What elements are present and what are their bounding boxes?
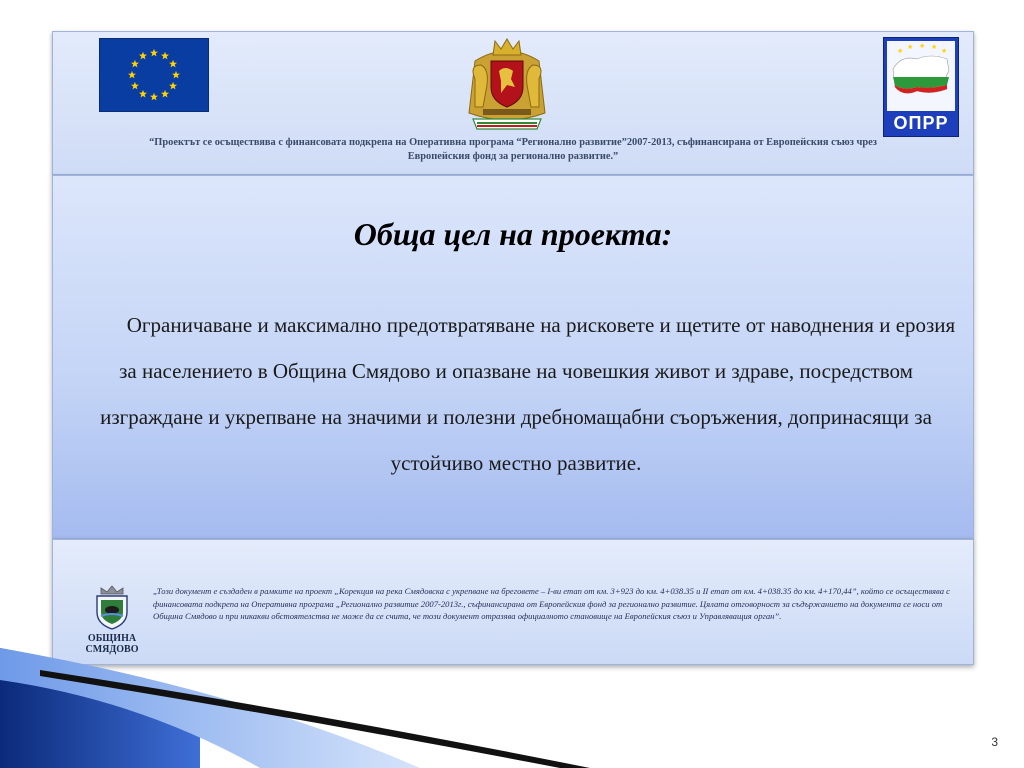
eu-star-icon xyxy=(150,49,158,57)
eu-flag-icon xyxy=(99,38,209,112)
oprr-label: ОПРР xyxy=(893,113,949,133)
disclaimer-text: „Този документ е създаден в рамките на проект „Корекция на река Смядовска с укрепване на бреговете – I-ви етап от км. 3+923 до км. 4+038.35 и II етап от км. 4+038.35 до км. 4+170,44”, който се осъществява с финансовата подкрепа на Оперативна програма „Регионално развитие 2007-2013г., съфинансирана от Европейския фонд за регионално развитие. Цялата отговорност за съдържанието на документа се носи от Община Смядово и при никакви обстоятелства не може да се счита, че този документ отразява официалното становище на Европейския съюз и Управляващия орган”. xyxy=(153,586,950,622)
oprr-logo-icon xyxy=(883,37,959,137)
slide-number: 3 xyxy=(991,735,998,749)
eu-star-icon xyxy=(161,52,169,60)
decorative-swoosh xyxy=(0,640,620,768)
objective-text: Ограничаване и максимално предотвратяване на рисковете и щетите от наводнения и ерозия за населението в Община Смядово и опазване на човешкия живот и здраве, посредством изграждане и укрепване на значими и полезни дребномащабни съоръжения, допринасящи за устойчиво местно развитие. xyxy=(100,313,956,475)
eu-star-icon xyxy=(139,90,147,98)
page-title: Обща цел на проекта: xyxy=(353,216,673,252)
eu-star-icon xyxy=(128,71,136,79)
svg-text:★: ★ xyxy=(941,47,948,55)
eu-star-icon xyxy=(169,82,177,90)
svg-text:★: ★ xyxy=(907,43,914,51)
funding-note-line-1: “Проектът се осъществява с финансовата подкрепа на Оперативна програма “Регионално развитие”2007-2013, съфинансирана от Европейския съюз чрез xyxy=(149,137,877,148)
eu-star-icon xyxy=(169,60,177,68)
header-panel xyxy=(52,31,974,175)
municipality-name-line-2: СМЯДОВО xyxy=(85,644,139,655)
content-panel xyxy=(52,175,974,539)
svg-text:★: ★ xyxy=(931,43,938,51)
eu-star-icon xyxy=(131,82,139,90)
bulgaria-coat-of-arms-icon xyxy=(461,35,553,133)
eu-star-icon xyxy=(161,90,169,98)
svg-text:★: ★ xyxy=(919,42,926,50)
municipality-crest-icon xyxy=(93,584,131,630)
eu-star-icon xyxy=(131,60,139,68)
bulgaria-map-icon xyxy=(887,41,955,111)
eu-star-icon xyxy=(139,52,147,60)
eu-star-icon xyxy=(150,93,158,101)
municipality-name-line-1: ОБЩИНА xyxy=(87,633,137,644)
funding-note-line-2: Европейския фонд за регионално развитие.” xyxy=(407,151,619,162)
content-body xyxy=(73,302,959,486)
eu-star-icon xyxy=(172,71,180,79)
funding-note xyxy=(61,136,965,164)
svg-text:★: ★ xyxy=(897,47,904,55)
